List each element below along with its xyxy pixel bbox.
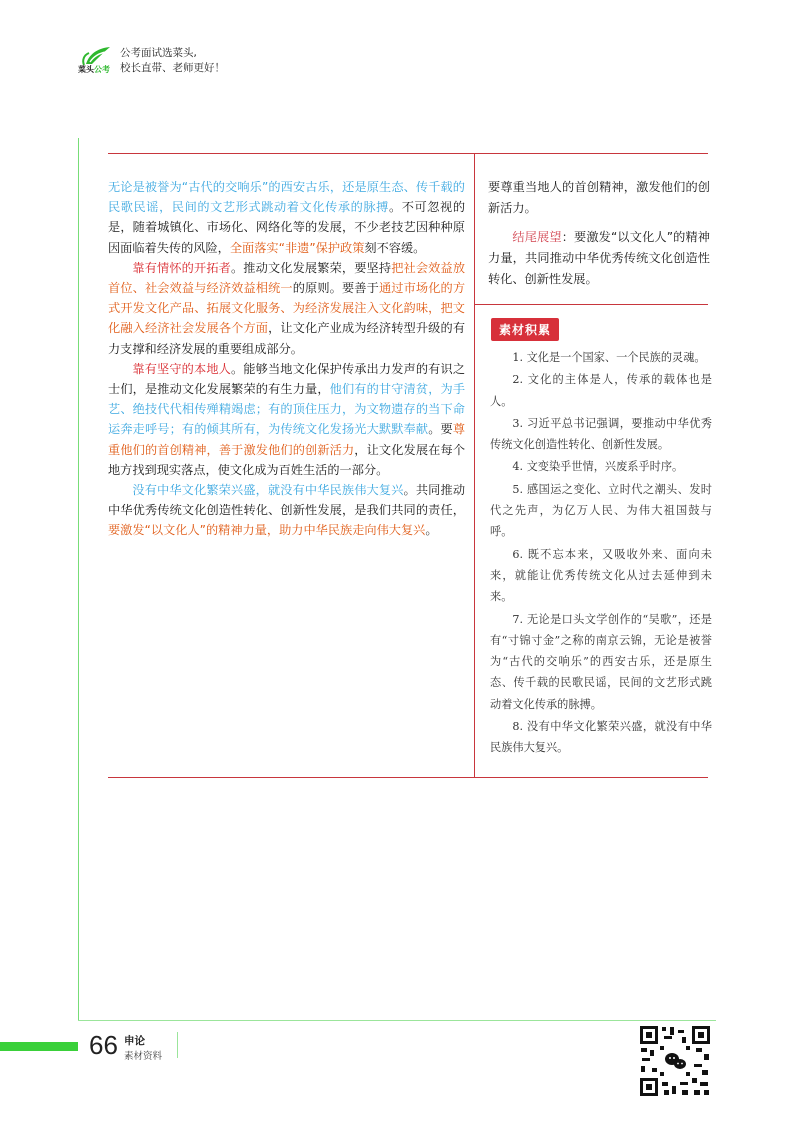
- slogan-line-2: 校长直带、老师更好！: [120, 62, 225, 74]
- left-column-text: [108, 177, 465, 541]
- footer-separator: [177, 1032, 178, 1058]
- paragraph-pioneers: 靠有情怀的开拓者。推动文化发展繁荣，要坚持把社会效益放首位、社会效益与经济效益相统一的原则。要善于通过市场化的方式开发文化产品、拓展文化服务、为经济发展注入文化韵味，把文化融入经济社会发展各个方面，让文化产业成为经济转型升级的有力支撑和经济发展的重要组成部分。: [108, 260, 466, 356]
- slogan-line-1: 公考面试选菜头,: [120, 47, 197, 59]
- paragraph-conclusion: 没有中华文化繁荣兴盛，就没有中华民族伟大复兴。共同推动中华优秀传统文化创造性转化、创新性发展，是我们共同的责任，要激发“以文化人”的精神力量，助力中华民族走向伟大复兴。: [108, 483, 466, 538]
- material-item: 4. 文变染乎世情，兴废系乎时序。: [512, 460, 684, 474]
- material-item: 6. 既不忘本来，又吸收外来、面向未来，就能让优秀传统文化从过去延伸到未来。: [490, 547, 712, 604]
- right-section-rule: [475, 304, 708, 305]
- footer-title: 申论: [124, 1035, 145, 1047]
- material-list: [490, 347, 712, 760]
- paragraph-intro: 无论是被誉为“古代的交响乐”的西安古乐，还是原生态、传千载的民歌民谣，民间的文艺形式跳动着文化传承的脉搏。不可忽视的是，随着城镇化、市场化、网络化等的发展，不少老技艺因种种原因面临着失传的风险，全面落实“非遗”保护政策刻不容缓。: [108, 180, 466, 255]
- material-item: 7. 无论是口头文学创作的“吴歌”，还是有“寸锦寸金”之称的南京云锦，无论是被誉为“古代的交响乐”的西安古乐，还是原生态、传千载的民歌民谣，民间的文艺形式跳动着文化传承的脉搏。: [490, 612, 712, 711]
- material-item: 8. 没有中华文化繁荣兴盛，就没有中华民族伟大复兴。: [490, 720, 712, 755]
- page-number-bar: [0, 1042, 78, 1051]
- material-item: 5. 感国运之变化、立时代之潮头、发时代之先声，为亿万人民、为伟大祖国鼓与呼。: [490, 482, 712, 539]
- material-item: 3. 习近平总书记强调，要推动中华优秀传统文化创造性转化、创新性发展。: [490, 416, 712, 452]
- frame-left-rule: [78, 138, 79, 1020]
- paragraph-continuation: 要尊重当地人的首创精神，激发他们的创新活力。: [488, 180, 710, 215]
- material-item: 1. 文化是一个国家、一个民族的灵魂。: [512, 351, 706, 364]
- column-divider: [474, 153, 475, 777]
- header-slogan: [120, 46, 225, 76]
- material-item: 2. 文化的主体是人，传承的载体也是人。: [490, 373, 712, 408]
- material-badge: 素材积累: [491, 318, 559, 341]
- right-column-text: [488, 177, 710, 290]
- paragraph-ending: 结尾展望：要激发“以文化人”的精神力量，共同推动中华优秀传统文化创造性转化、创新性发展。: [488, 230, 710, 286]
- table-bottom-rule: [108, 777, 708, 778]
- footer-subtitle: 素材资料: [124, 1051, 163, 1062]
- table-top-rule: [108, 153, 708, 154]
- brand-name: 菜头公考: [78, 65, 110, 74]
- qr-code-icon: [638, 1024, 712, 1098]
- frame-bottom-rule: [78, 1020, 716, 1021]
- paragraph-locals: 靠有坚守的本地人。能够当地文化保护传承出力发声的有识之士们，是推动文化发展繁荣的有生力量，他们有的甘守清贫，为手艺、绝技代代相传殚精竭虑；有的顶住压力，为文物遗存的当下命运奔走呼号；有的倾其所有，为传统文化发扬光大默默奉献。要尊重他们的首创精神，善于激发他们的创新活力，让文化发展在每个地方找到现实落点，使文化成为百姓生活的一部分。: [108, 361, 466, 477]
- page-number: 66: [89, 1030, 118, 1060]
